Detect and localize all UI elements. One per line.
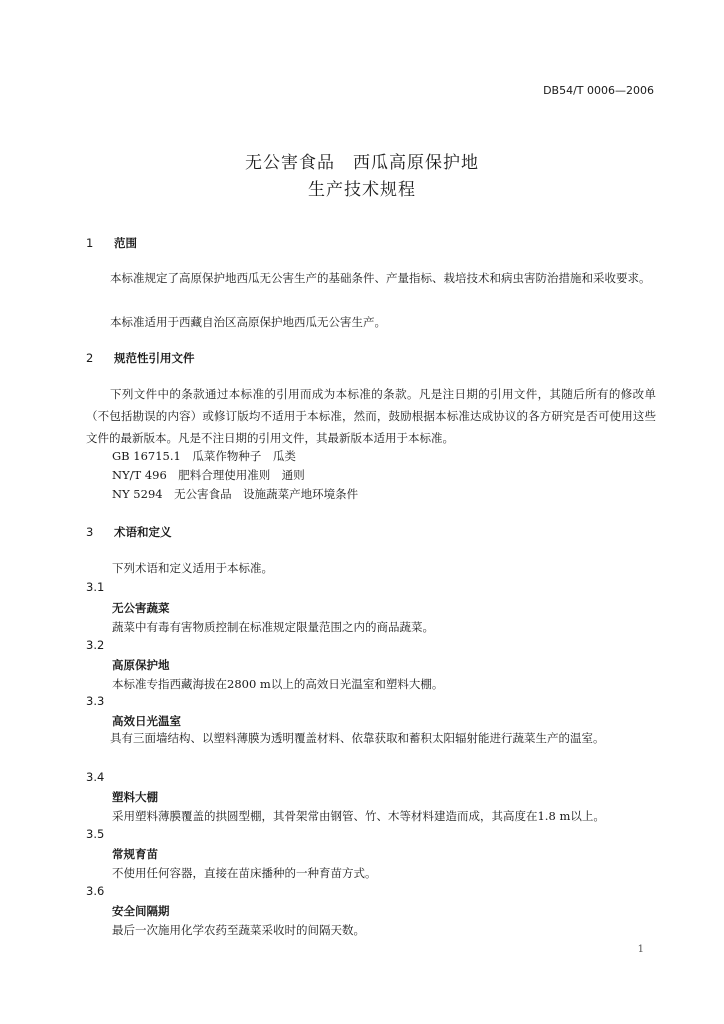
term-name: 塑料大棚 <box>112 790 158 804</box>
section-3-intro: 下列术语和定义适用于本标准。 <box>112 561 273 575</box>
doc-title-line2: 生产技术规程 <box>308 180 416 200</box>
term-number: 3.2 <box>86 638 105 652</box>
doc-title-line1: 无公害食品 西瓜高原保护地 <box>245 153 479 173</box>
term-number: 3.3 <box>86 694 105 708</box>
term-number: 3.6 <box>86 884 105 898</box>
section-1-para-2: 本标准适用于西藏自治区高原保护地西瓜无公害生产。 <box>110 315 386 329</box>
section-3-heading <box>86 524 172 540</box>
section-2-heading <box>86 350 195 366</box>
term-name: 高原保护地 <box>112 658 170 672</box>
reference-item: GB 16715.1 瓜菜作物种子 瓜类 <box>112 449 296 463</box>
term-number: 3.5 <box>86 827 105 841</box>
reference-item: NY 5294 无公害食品 设施蔬菜产地环境条件 <box>112 487 359 501</box>
term-definition: 具有三面墙结构、以塑料薄膜为透明覆盖材料、依靠获取和蓄积太阳辐射能进行蔬菜生产的温室。 <box>110 731 605 745</box>
term-name: 无公害蔬菜 <box>112 601 170 615</box>
section-number: 2 <box>86 351 94 365</box>
section-title: 术语和定义 <box>114 525 172 539</box>
section-2-para-1: 下列文件中的条款通过本标准的引用而成为本标准的条款。凡是注日期的引用文件，其随后所有的修改单（不包括勘误的内容）或修订版均不适用于本标准，然而，鼓励根据本标准达成协议的各方研究是否可使用这些文件的最新版本。凡是不注日期的引用文件，其最新版本适用于本标准。 <box>86 387 656 445</box>
term-name: 安全间隔期 <box>112 904 170 918</box>
term-name: 高效日光温室 <box>112 714 181 728</box>
section-1-para-1: 本标准规定了高原保护地西瓜无公害生产的基础条件、产量指标、栽培技术和病虫害防治措施和采收要求。 <box>110 271 651 285</box>
term-name: 常规育苗 <box>112 847 158 861</box>
section-number: 3 <box>86 525 94 539</box>
term-definition: 本标准专指西藏海拔在2800 m以上的高效日光温室和塑料大棚。 <box>112 677 444 691</box>
section-title: 规范性引用文件 <box>114 351 195 365</box>
standard-number: DB54/T 0006—2006 <box>543 84 654 97</box>
term-definition: 采用塑料薄膜覆盖的拱圆型棚，其骨架常由钢管、竹、木等材料建造而成，其高度在1.8 m以上。 <box>112 809 605 823</box>
term-definition: 不使用任何容器，直接在苗床播种的一种育苗方式。 <box>112 866 377 880</box>
reference-item: NY/T 496 肥料合理使用准则 通则 <box>112 468 305 482</box>
term-number: 3.1 <box>86 580 105 594</box>
page-number: 1 <box>637 944 644 955</box>
term-definition: 最后一次施用化学农药至蔬菜采收时的间隔天数。 <box>112 923 365 937</box>
term-definition: 蔬菜中有毒有害物质控制在标准规定限量范围之内的商品蔬菜。 <box>112 620 434 634</box>
term-number: 3.4 <box>86 770 105 784</box>
section-number: 1 <box>86 236 94 250</box>
section-1-heading <box>86 235 137 251</box>
section-title: 范围 <box>114 236 137 250</box>
